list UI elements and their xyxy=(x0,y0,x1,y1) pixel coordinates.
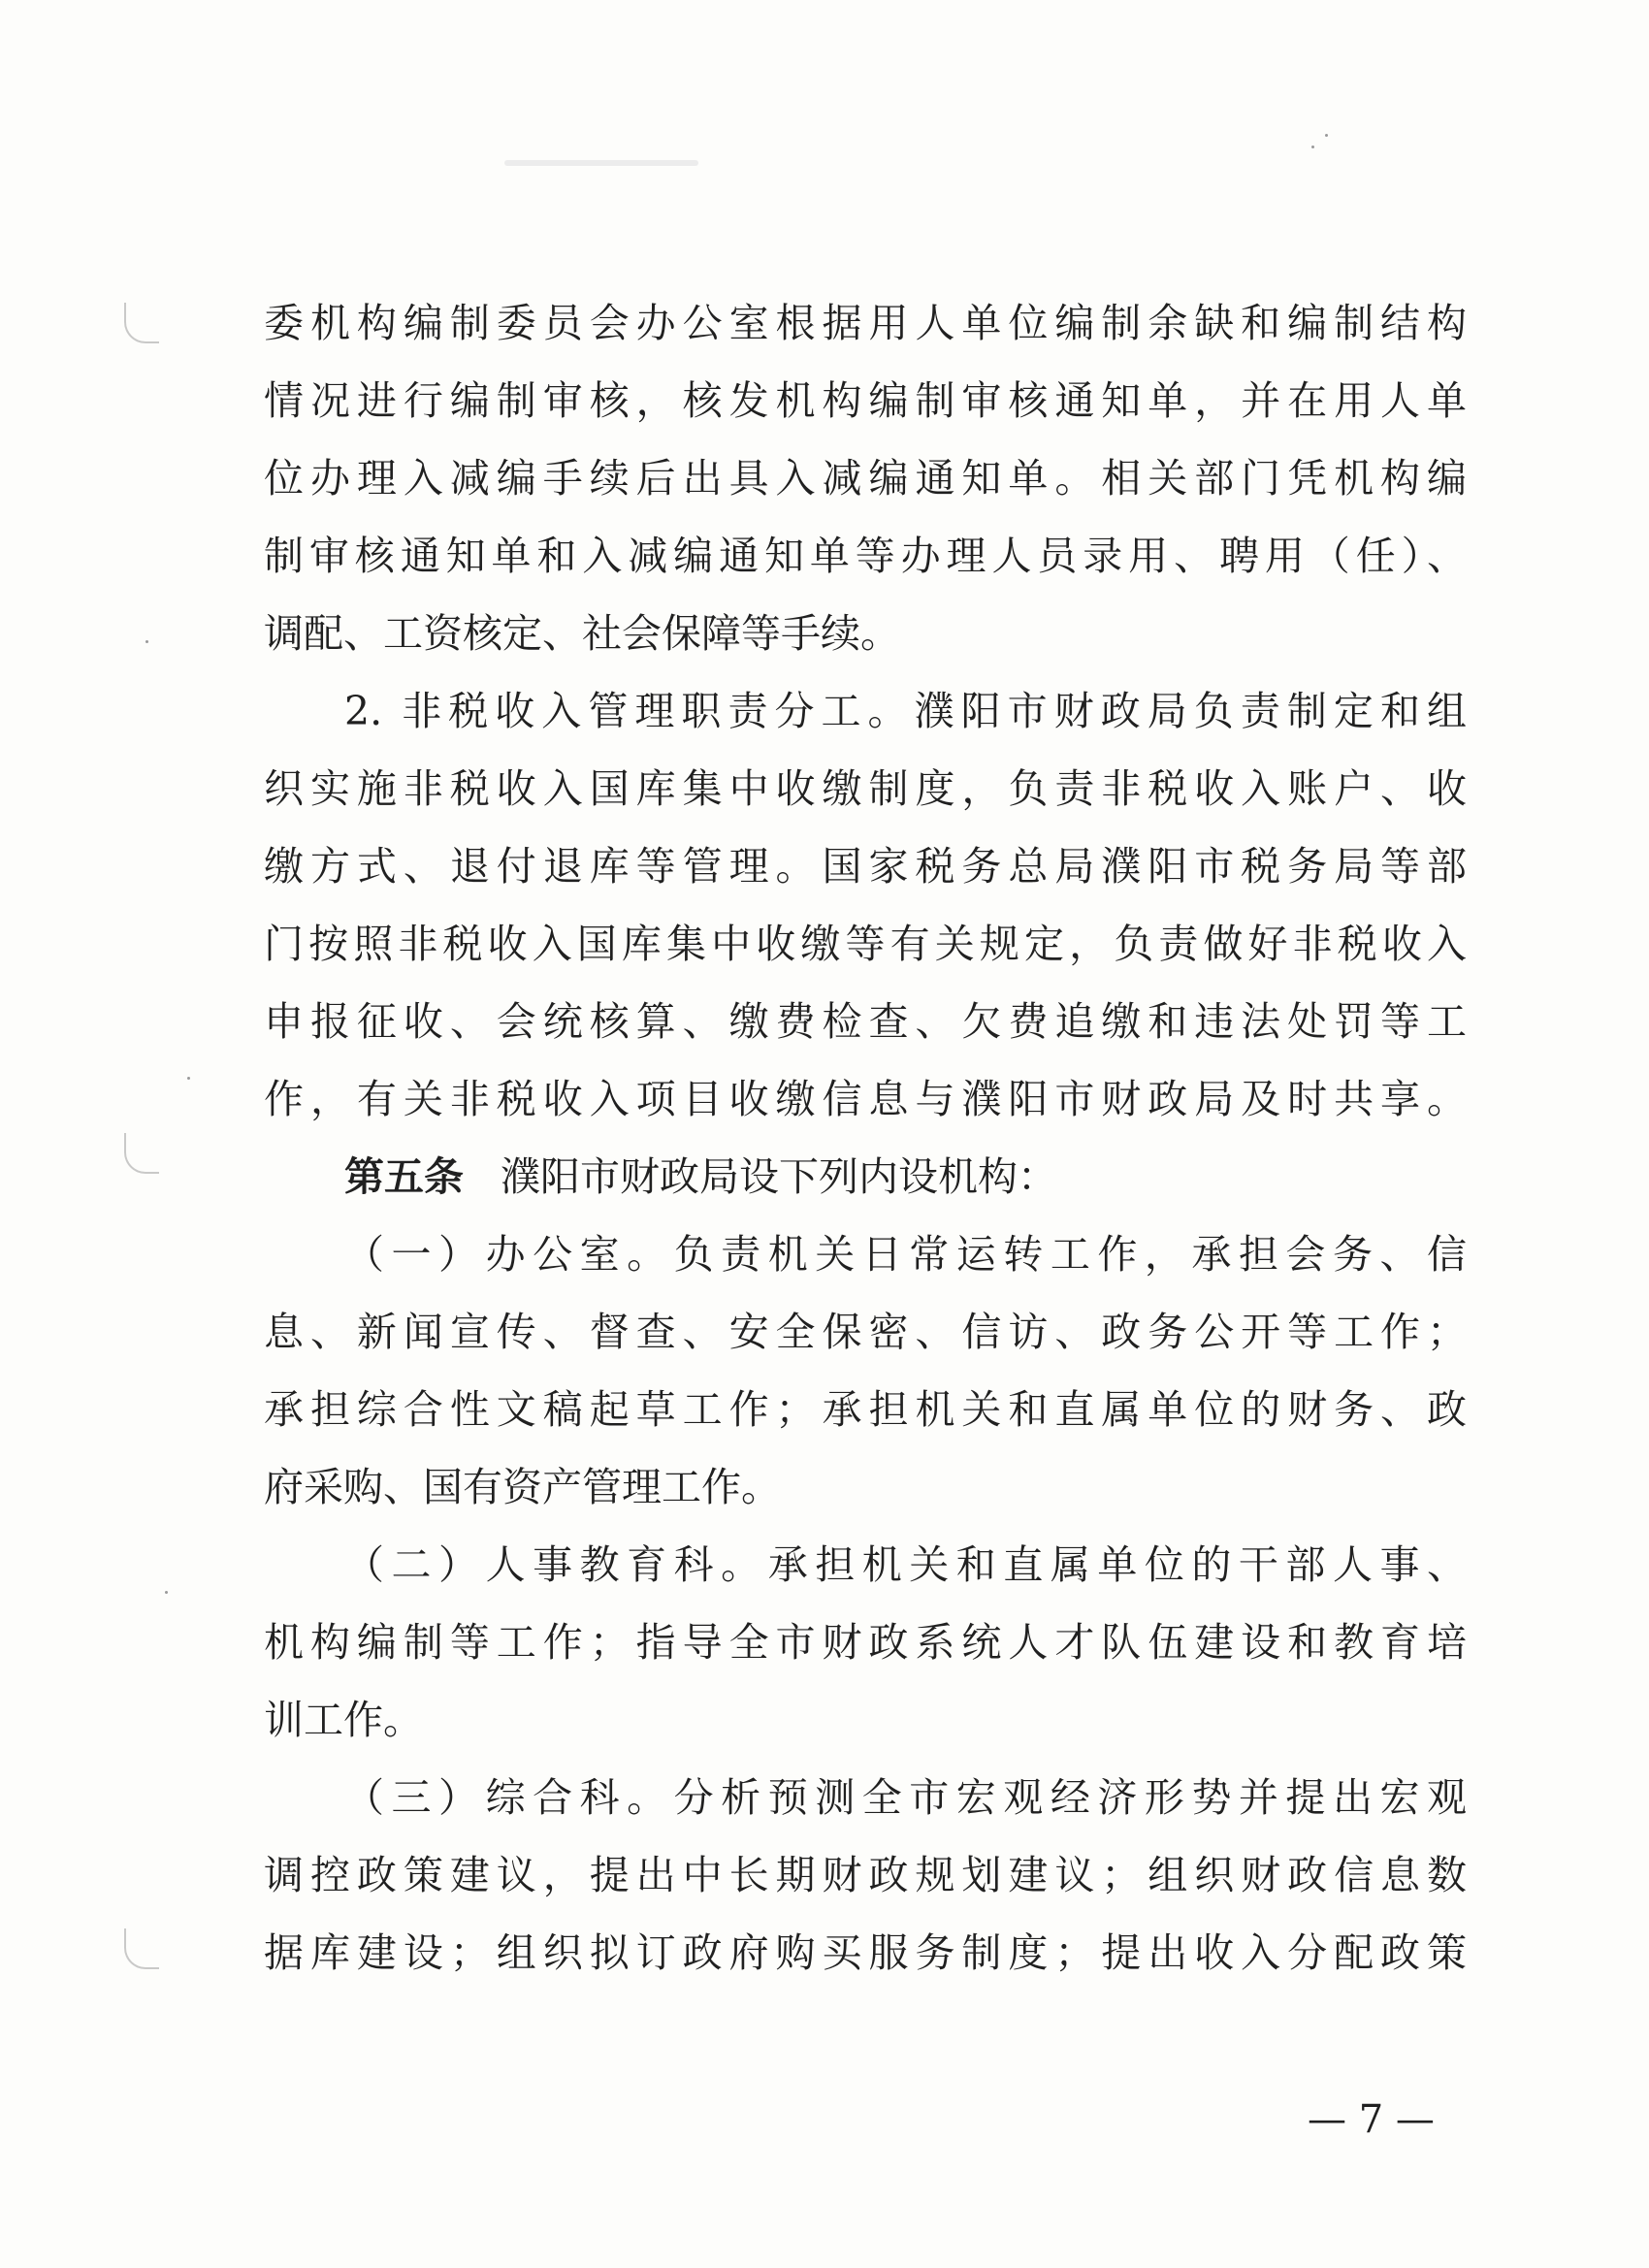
scan-speck xyxy=(187,1077,190,1080)
body-line: 情况进行编制审核，核发机构编制审核通知单，并在用人单 xyxy=(264,377,1467,424)
scan-speck xyxy=(165,1591,168,1594)
body-line: 制审核通知单和入减编通知单等办理人员录用、聘用（任）、 xyxy=(264,533,1467,579)
body-line: 据库建设；组织拟订政府购买服务制度；提出收入分配政策 xyxy=(264,1929,1467,1976)
body-line: 机构编制等工作；指导全市财政系统人才队伍建设和教育培 xyxy=(264,1619,1467,1666)
binding-hole-mark xyxy=(124,303,159,343)
article-five-line xyxy=(344,1153,1057,1200)
body-line: 府采购、国有资产管理工作。 xyxy=(264,1464,781,1510)
scan-speck xyxy=(1311,146,1314,148)
binding-hole-mark xyxy=(124,1928,159,1969)
article-five-heading: 第五条 xyxy=(344,1153,464,1200)
body-line: 作，有关非税收入项目收缴信息与濮阳市财政局及时共享。 xyxy=(264,1076,1467,1122)
body-line: 调控政策建议，提出中长期财政规划建议；组织财政信息数 xyxy=(264,1852,1467,1898)
body-line: 位办理入减编手续后出具入减编通知单。相关部门凭机构编 xyxy=(264,455,1467,502)
paragraph-first-line: （二）人事教育科。承担机关和直属单位的干部人事、 xyxy=(344,1541,1467,1588)
scan-bleed-mark xyxy=(504,160,698,166)
paragraph-first-line: （一）办公室。负责机关日常运转工作，承担会务、信 xyxy=(344,1231,1467,1278)
binding-hole-mark xyxy=(124,1133,159,1174)
body-line: 训工作。 xyxy=(264,1697,423,1743)
scan-speck xyxy=(1325,134,1328,137)
body-line: 调配、工资核定、社会保障等手续。 xyxy=(264,610,900,657)
paragraph-first-line: （三）综合科。分析预测全市宏观经济形势并提出宏观 xyxy=(344,1774,1467,1821)
scan-speck xyxy=(146,640,148,643)
body-line: 委机构编制委员会办公室根据用人单位编制余缺和编制结构 xyxy=(264,300,1467,346)
article-five-text: 濮阳市财政局设下列内设机构： xyxy=(501,1153,1057,1200)
body-line: 缴方式、退付退库等管理。国家税务总局濮阳市税务局等部 xyxy=(264,843,1467,890)
body-line: 申报征收、会统核算、缴费检查、欠费追缴和违法处罚等工 xyxy=(264,998,1467,1045)
body-line: 门按照非税收入国库集中收缴等有关规定，负责做好非税收入 xyxy=(264,921,1467,967)
body-line: 息、新闻宣传、督查、安全保密、信访、政务公开等工作； xyxy=(264,1309,1467,1355)
body-line: 织实施非税收入国库集中收缴制度，负责非税收入账户、收 xyxy=(264,765,1467,812)
body-line: 承担综合性文稿起草工作；承担机关和直属单位的财务、政 xyxy=(264,1386,1467,1433)
paragraph-first-line: 2. 非税收入管理职责分工。濮阳市财政局负责制定和组 xyxy=(344,688,1467,734)
page-number: — 7 — xyxy=(1308,2097,1435,2142)
